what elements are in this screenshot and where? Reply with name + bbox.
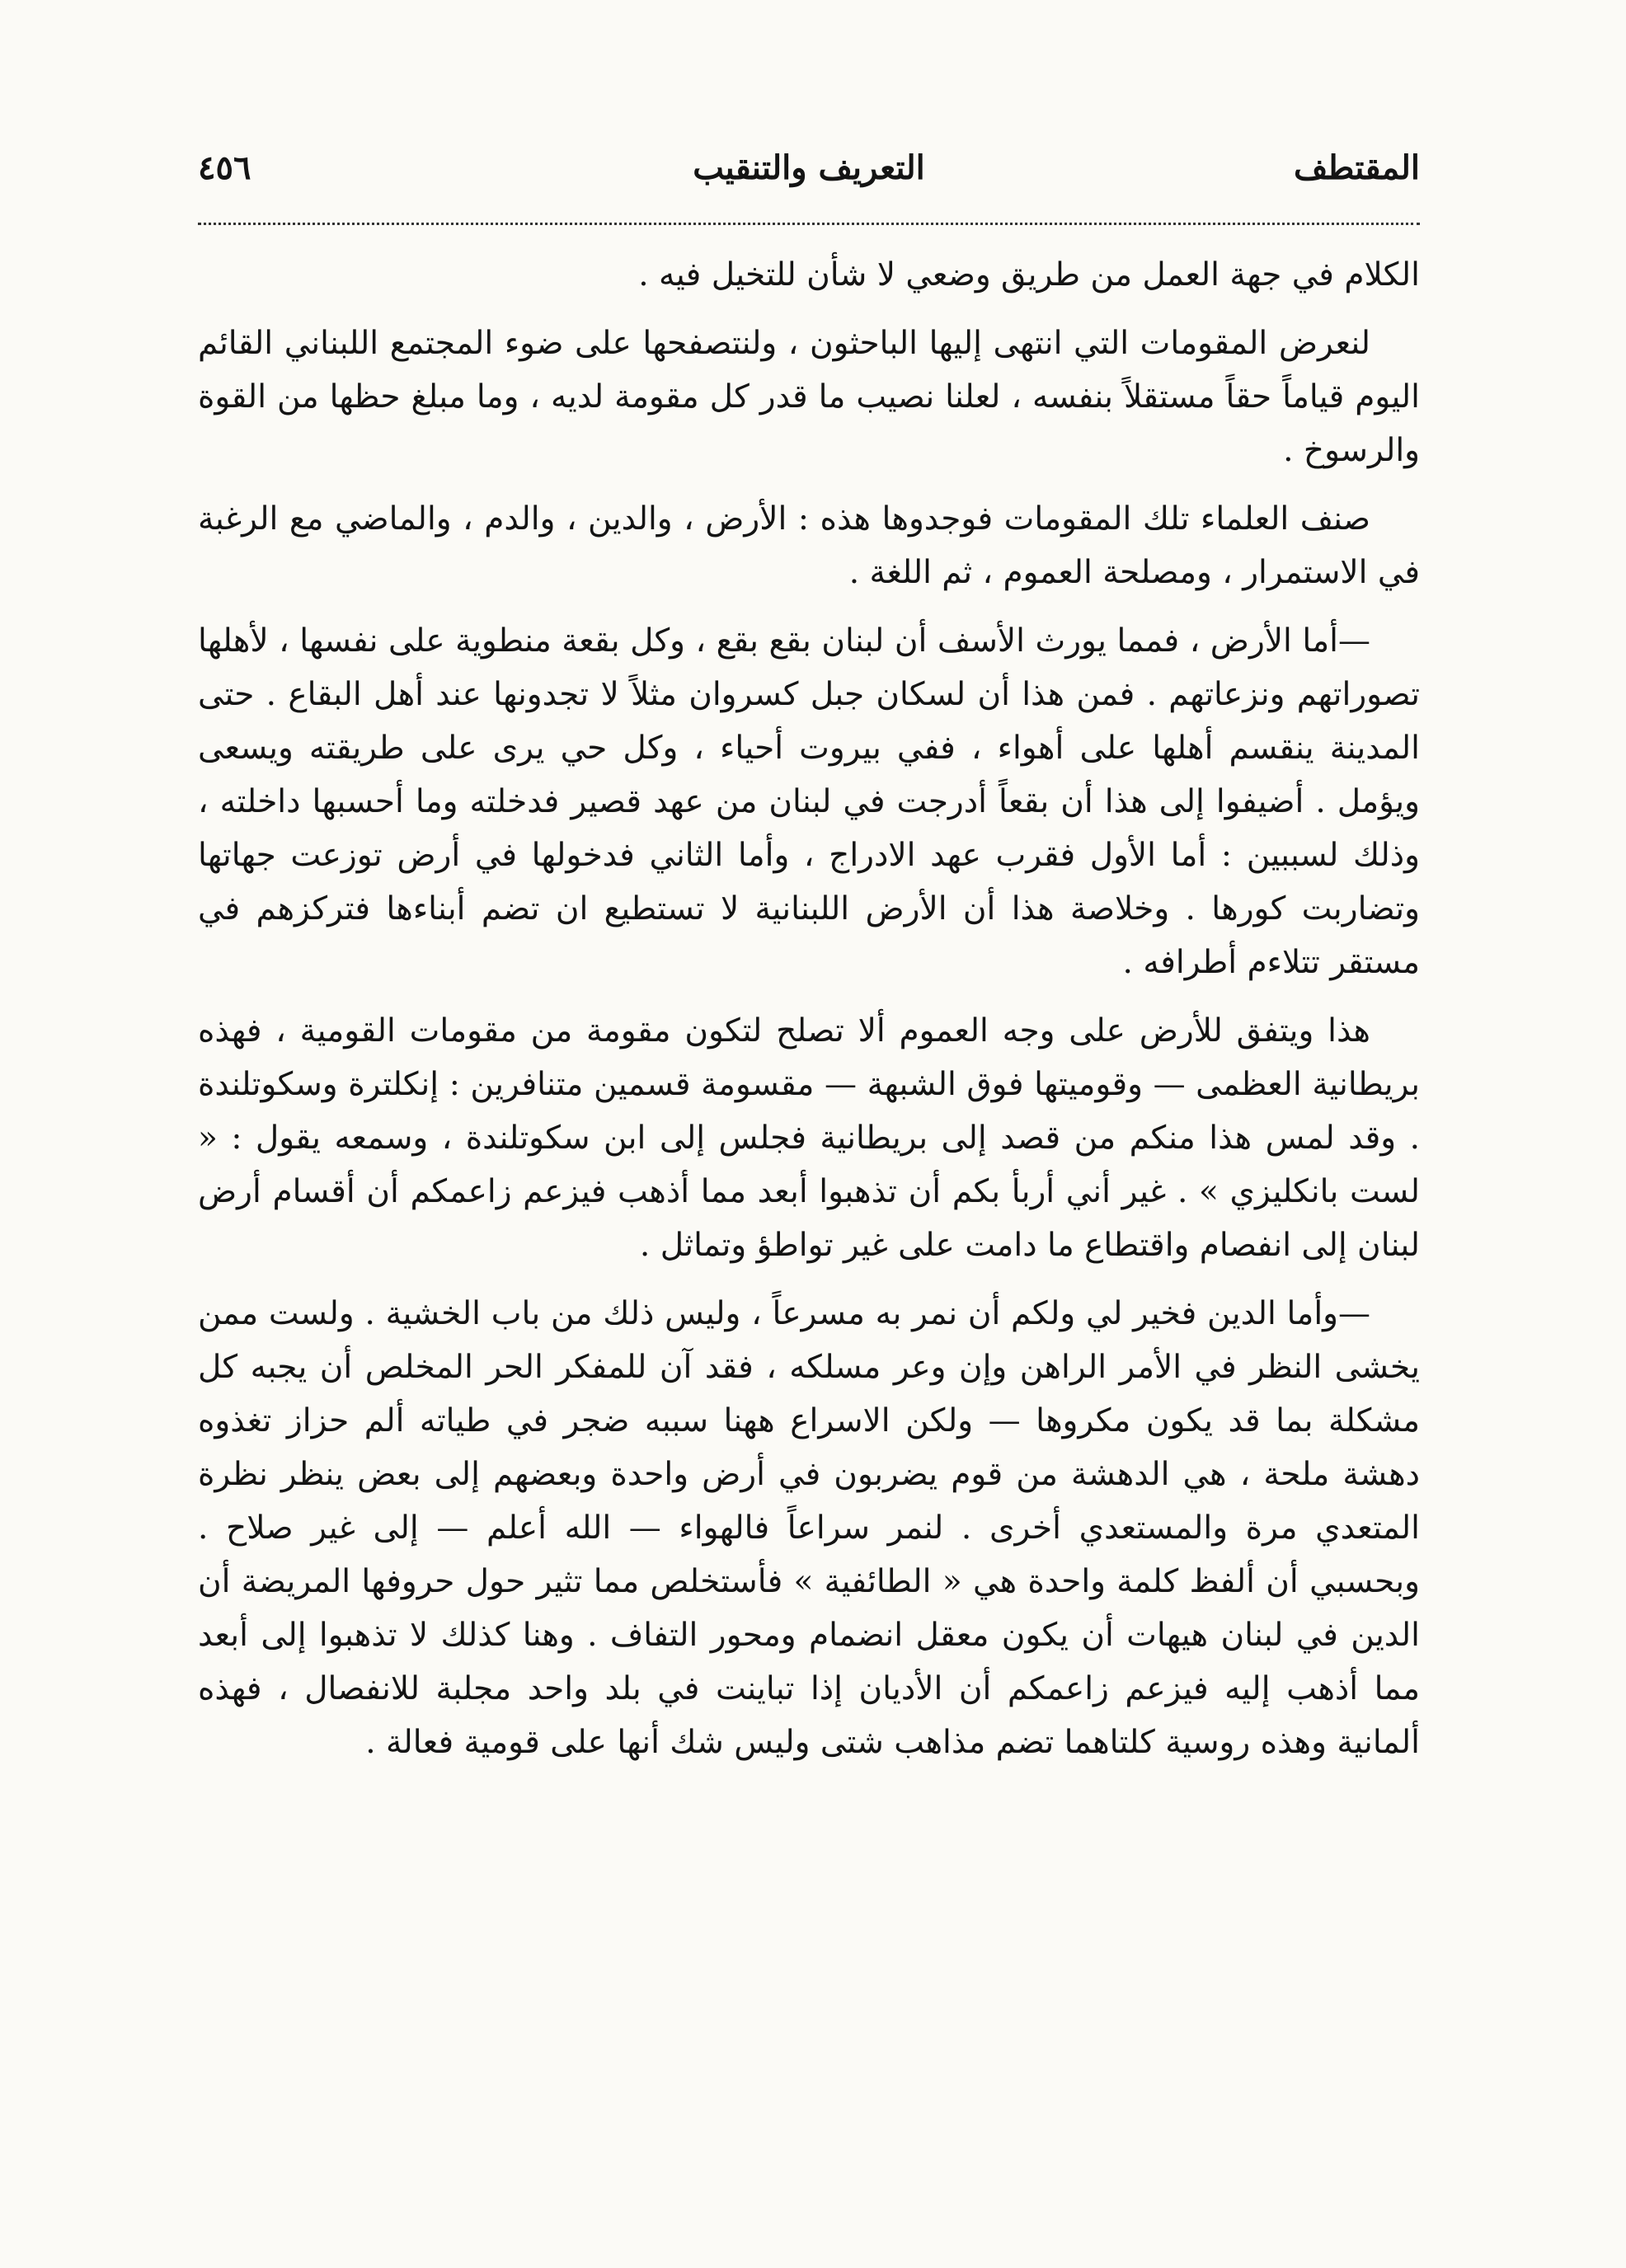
paragraph: هذا ويتفق للأرض على وجه العموم ألا تصلح لتكون مقومة من مقومات القومية ، فهذه بريطانية العظمى — وقوميتها فوق الشبهة — مقسومة قسمين متنافرين : إنكلترة وسكوتلندة . وقد لمس هذا منكم من قصد إلى بريطانية فجلس إلى ابن سكوتلندة ، وسمعه يقول : « لست بانكليزي » . غير أني أربأ بكم أن تذهبوا أبعد مما أذهب فيزعم زاعمكم أن أقسام أرض لبنان إلى انفصام واقتطاع ما دامت على غير تواطؤ وتماثل . [198,1012,1420,1264]
article-body [198,248,1420,1769]
paragraph: —أما الأرض ، فمما يورث الأسف أن لبنان بقع بقع ، وكل بقعة منطوية على نفسها ، لأهلها تصوراتهم ونزعاتهم . فمن هذا أن لسكان جبل كسروان مثلاً لا تجدونها عند أهل البقاع . حتى المدينة ينقسم أهلها على أهواء ، ففي بيروت أحياء ، وكل حي يرى على طريقته ويسعى ويؤمل . أضيفوا إلى هذا أن بقعاً أدرجت في لبنان من عهد قصير فدخلته وما أحسبها داخلته ، وذلك لسببين : أما الأول فقرب عهد الادراج ، وأما الثاني فدخولها في أرض توزعت جهاتها وتضاربت كورها . وخلاصة هذا أن الأرض اللبنانية لا تستطيع ان تضم أبناءها فتركزهم في مستقر تتلاءم أطرافه . [198,622,1420,981]
paragraph: صنف العلماء تلك المقومات فوجدوها هذه : الأرض ، والدين ، والدم ، والماضي مع الرغبة في الاستمرار ، ومصلحة العموم ، ثم اللغة . [198,500,1420,591]
paragraph: لنعرض المقومات التي انتهى إليها الباحثون ، ولنتصفحها على ضوء المجتمع اللبناني القائم اليوم قياماً حقاً مستقلاً بنفسه ، لعلنا نصيب ما قدر كل مقومة لديه ، وما مبلغ حظها من القوة والرسوخ . [198,325,1420,469]
running-header [198,132,1420,223]
paragraph: —وأما الدين فخير لي ولكم أن نمر به مسرعاً ، وليس ذلك من باب الخشية . ولست ممن يخشى النظر في الأمر الراهن وإن وعر مسلكه ، فقد آن للمفكر الحر المخلص أن يجبه كل مشكلة بما قد يكون مكروها — ولكن الاسراع ههنا سببه ضجر في طياته ألم حزاز تغذوه دهشة ملحة ، هي الدهشة من قوم يضربون في أرض واحدة وبعضهم إلى بعض ينظر نظرة المتعدي مرة والمستعدي أخرى . لنمر سراعاً فالهواء — الله أعلم — إلى غير صلاح . وبحسبي أن ألفظ كلمة واحدة هي « الطائفية » فأستخلص مما تثير حول حروفها المريضة أن الدين في لبنان هيهات أن يكون معقل انضمام ومحور التفاف . وهنا كذلك لا تذهبوا إلى أبعد مما أذهب إليه فيزعم زاعمكم أن الأديان إذا تباينت في بلد واحد مجلبة للانفصال ، فهذه ألمانية وهذه روسية كلتاهما تضم مذاهب شتى وليس شك أنها على قومية فعالة . [198,1295,1420,1761]
journal-name: المقتطف [1294,148,1420,187]
header-divider [198,223,1420,225]
section-title: التعريف والتنقيب [693,148,925,187]
paragraph: الكلام في جهة العمل من طريق وضعي لا شأن للتخيل فيه . [638,256,1420,293]
page-number: ٤٥٦ [198,148,251,187]
